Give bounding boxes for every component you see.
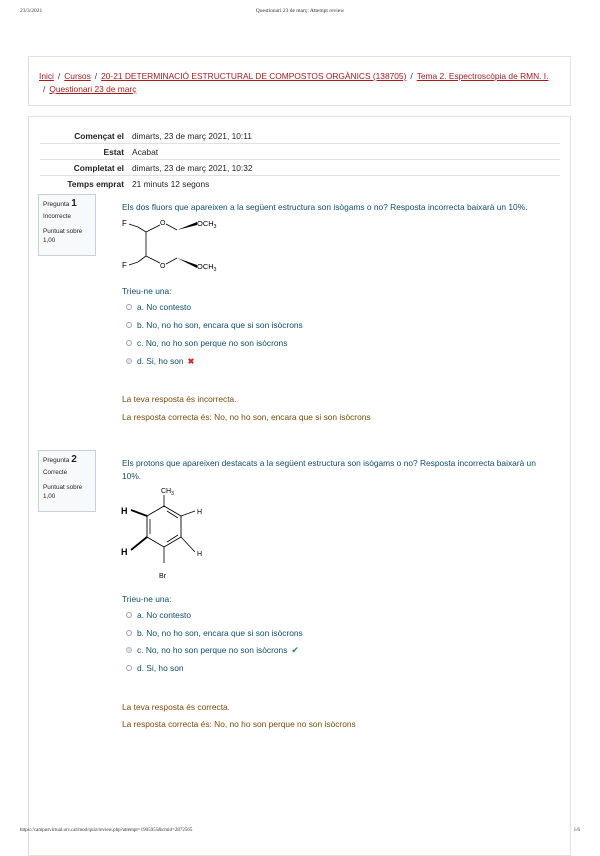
question-2-info bbox=[38, 450, 96, 512]
breadcrumb-topic-link[interactable]: Tema 2. Espectroscòpia de RMN. I. bbox=[416, 71, 549, 81]
breadcrumb-course-link[interactable]: 20-21 DETERMINACIÓ ESTRUCTURAL DE COMPOSTOS ORGÀNICS (138705) bbox=[101, 71, 407, 81]
correct-icon: ✔ bbox=[291, 644, 299, 655]
question-2-feedback: La teva resposta és correcta. bbox=[122, 702, 230, 712]
question-1-info bbox=[38, 194, 96, 256]
print-header bbox=[0, 6, 600, 18]
question-1-text: Els dos fluors que apareixen a la següent estructura son isògams o no? Resposta incorrecta baixarà un 10%. bbox=[122, 202, 528, 212]
radio-button[interactable] bbox=[126, 630, 132, 636]
fluorine-top-label: F bbox=[122, 219, 127, 228]
highlighted-hydrogen-bottom: H bbox=[121, 547, 128, 557]
breadcrumb-separator: / bbox=[94, 71, 98, 81]
breadcrumb-separator: / bbox=[410, 71, 413, 81]
breadcrumb-quiz-link[interactable]: Questionari 23 de març bbox=[49, 84, 137, 94]
review-region bbox=[28, 116, 571, 856]
print-page-number: 1/6 bbox=[573, 828, 580, 833]
summary-value: 21 minuts 12 segons bbox=[128, 176, 560, 192]
summary-row bbox=[40, 160, 560, 176]
question-2-option-c[interactable]: c. No, no ho son perque no son isòcrons ✔ bbox=[126, 644, 299, 656]
radio-button[interactable] bbox=[126, 322, 132, 328]
summary-row bbox=[40, 176, 560, 192]
radio-button[interactable] bbox=[126, 340, 132, 346]
breadcrumb-region bbox=[28, 56, 571, 106]
print-footer bbox=[0, 826, 600, 838]
question-1-feedback: La teva resposta és incorrecta. bbox=[122, 394, 237, 404]
summary-row bbox=[40, 144, 560, 160]
question-2-prompt: Trieu-ne una: bbox=[122, 594, 172, 604]
summary-label: Començat el bbox=[74, 130, 124, 141]
question-grade: Puntuat sobre 1,00 bbox=[43, 484, 83, 500]
question-1-structure bbox=[120, 214, 230, 276]
breadcrumb-courses-link[interactable]: Cursos bbox=[64, 71, 91, 81]
hydrogen-label: H bbox=[197, 509, 203, 516]
methoxy-bottom-label: $OCH_3$ bbox=[197, 262, 217, 273]
question-state: Correcte bbox=[43, 469, 68, 476]
question-1-option-a[interactable]: a. No contesto bbox=[126, 301, 191, 313]
question-1-correct-answer: La resposta correcta és: No, no ho son, encara que si son isòcrons bbox=[122, 412, 371, 422]
print-title: Questionari 23 de març: Attempt review bbox=[255, 8, 345, 14]
question-2-correct-answer: La resposta correcta és: No, no ho son perque no son isòcrons bbox=[122, 719, 356, 729]
question-2-option-d[interactable]: d. Si, ho son bbox=[126, 662, 184, 674]
ring-oxygen-bottom: O bbox=[160, 263, 166, 270]
radio-button-selected[interactable] bbox=[126, 647, 132, 653]
summary-label: Estat bbox=[40, 144, 128, 160]
print-url: https://campusvirtual.urv.cat/mod/quiz/review.php?attempt=1905955&cmid=2872565 bbox=[20, 828, 193, 833]
summary-value: dimarts, 23 de març 2021, 10:11 bbox=[132, 130, 252, 141]
question-2-structure bbox=[118, 482, 218, 582]
summary-label: Temps emprat bbox=[40, 176, 128, 192]
summary-label: Completat el bbox=[40, 160, 128, 176]
summary-row bbox=[40, 128, 560, 144]
bromine-label: Br bbox=[159, 573, 166, 580]
question-2-text: Els protons que apareixen destacats a la següent estructura son isògams o no? Resposta incorrecta baixarà un 10%. bbox=[122, 458, 536, 481]
radio-button[interactable] bbox=[126, 665, 132, 671]
methoxy-top-label: $OCH_3$ bbox=[197, 219, 217, 230]
radio-button[interactable] bbox=[126, 612, 132, 618]
incorrect-icon: ✖ bbox=[187, 356, 195, 366]
highlighted-hydrogen-top: H bbox=[121, 506, 128, 516]
summary-value: Acabat bbox=[128, 144, 560, 160]
breadcrumb-separator: / bbox=[57, 71, 61, 81]
breadcrumb-home-link[interactable]: Inici bbox=[39, 71, 54, 81]
question-1-prompt: Trieu-ne una: bbox=[122, 286, 172, 296]
question-number: Pregunta 1 bbox=[43, 198, 77, 209]
question-1-option-d[interactable]: d. Si, ho son ✖ bbox=[126, 355, 194, 367]
summary-value: dimarts, 23 de març 2021, 10:32 bbox=[128, 160, 560, 176]
question-state: Incorrecte bbox=[43, 213, 71, 220]
radio-button-selected[interactable] bbox=[126, 358, 132, 364]
attempt-summary-table bbox=[40, 128, 560, 191]
question-2-option-b[interactable]: b. No, no ho son, encara que si son isòcrons bbox=[126, 627, 303, 639]
ring-oxygen-top: O bbox=[160, 220, 166, 227]
question-1-option-c[interactable]: c. No, no ho son perque no son isòcrons bbox=[126, 337, 287, 349]
question-1-option-b[interactable]: b. No, no ho son, encara que si son isòcrons bbox=[126, 319, 303, 331]
breadcrumb-separator: / bbox=[43, 84, 46, 94]
print-date: 23/3/2021 bbox=[20, 8, 43, 14]
question-2-option-a[interactable]: a. No contesto bbox=[126, 609, 191, 621]
breadcrumb bbox=[39, 70, 564, 96]
radio-button[interactable] bbox=[126, 304, 132, 310]
hydrogen-label: H bbox=[197, 551, 203, 558]
methyl-label: $CH_3$ bbox=[161, 488, 174, 497]
question-number: Pregunta 2 bbox=[43, 454, 77, 465]
question-grade: Puntuat sobre 1,00 bbox=[43, 228, 83, 244]
fluorine-bottom-label: F bbox=[122, 261, 127, 270]
